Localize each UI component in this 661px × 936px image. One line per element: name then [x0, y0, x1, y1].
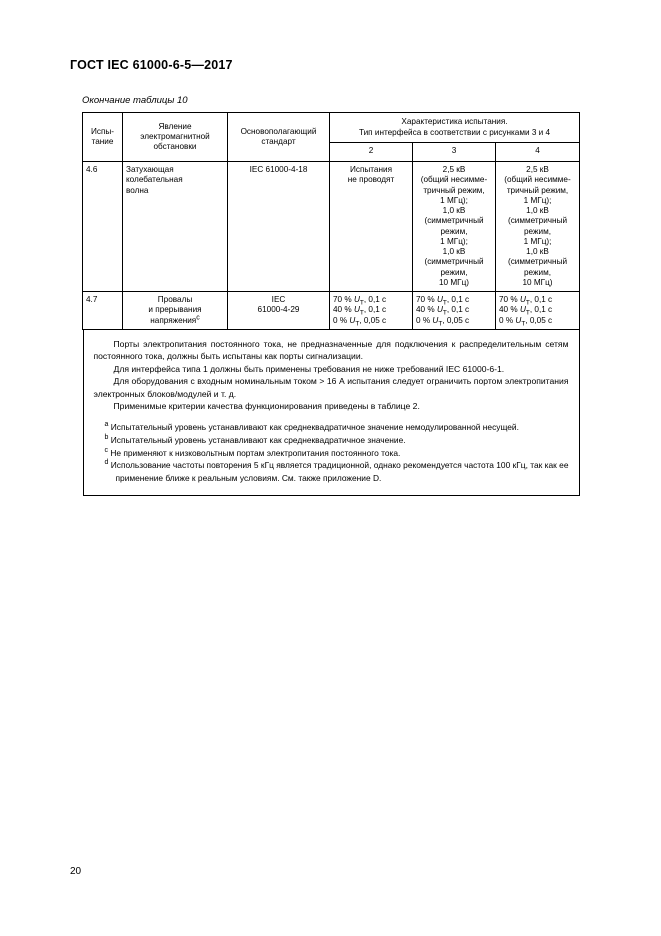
value-line: 40 % $U_T$, 0,1 с	[333, 305, 387, 317]
notes-block	[83, 330, 580, 496]
note-text: Применимые критерии качества функционирования приведены в таблице 2.	[113, 401, 420, 412]
footnote-marker: d	[104, 459, 109, 467]
footnote-text: Испытательный уровень устанавливают как среднеквадратичное значение немодулированной несущей.	[110, 422, 519, 433]
footnote-item	[94, 459, 569, 484]
standards-table	[82, 112, 580, 496]
header-cell-test: Испы- тание	[83, 113, 123, 162]
row-col3	[413, 292, 496, 330]
row-col2: Испытания не проводят	[330, 162, 413, 292]
header-subcol-2: 2	[330, 143, 413, 162]
header-subcol-4: 4	[496, 143, 580, 162]
note-text: Для оборудования с входным номинальным током > 16 А испытания следует ограничить портом электропитания электронных блоков/модулей и т. д.	[93, 376, 569, 399]
table-header-row	[83, 113, 580, 143]
page-number: 20	[70, 866, 82, 877]
value-line: 0 % $U_T$, 0,05 с	[333, 315, 387, 328]
value-line: 0 % $U_T$, 0,05 с	[416, 315, 470, 328]
row-col2	[330, 292, 413, 330]
footnote-item	[94, 434, 569, 447]
footnote-marker: a	[104, 421, 109, 429]
header-subcol-3: 3	[413, 143, 496, 162]
footnote-marker: c	[104, 446, 108, 454]
row-col3: 2,5 кВ (общий несимме- тричный режим, 1 МГц); 1,0 кВ (симметричный режим, 1 МГц); 1,0 кВ (симметричный режим, 10 МГц)	[413, 162, 496, 292]
header-cell-standard: Основополагающий стандарт	[228, 113, 330, 162]
value-line: 0 % $U_T$, 0,05 с	[499, 315, 553, 328]
value-line: 70 % $U_T$, 0,1 с	[416, 295, 470, 307]
footnotes-block	[94, 421, 569, 484]
table-caption: Окончание таблицы 10	[82, 95, 188, 106]
note-text: Для интерфейса типа 1 должны быть применены требования не ниже требований IEC 61000-6-1.	[113, 363, 505, 374]
value-line: 40 % $U_T$, 0,1 с	[499, 305, 553, 317]
table-row	[83, 162, 580, 292]
row-col4: 2,5 кВ (общий несимме- тричный режим, 1 МГц); 1,0 кВ (симметричный режим, 1 МГц); 1,0 кВ (симметричный режим, 10 МГц)	[496, 162, 580, 292]
value-line: 70 % $U_T$, 0,1 с	[333, 295, 387, 307]
row-phenomenon: Затухающая колебательная волна	[123, 162, 228, 292]
footnote-text: Испытательный уровень устанавливают как среднеквадратичное значение.	[110, 435, 406, 446]
row-standard: IEC 61000-4-29	[228, 292, 330, 330]
row-id: 4.6	[83, 162, 123, 292]
note-text: Порты электропитания постоянного тока, не предназначенные для подключения к распределительным сетям постоянного тока, должны быть испытаны как порты сигнализации.	[93, 338, 569, 362]
footnote-item	[94, 447, 569, 460]
footnote-text: Использование частоты повторения 5 кГц является традиционной, однако рекомендуется частота 100 кГц, так как ее применение ближе к реальным условиям. См. также приложение D.	[110, 460, 569, 483]
value-line: 70 % $U_T$, 0,1 с	[499, 295, 553, 307]
footnote-text: Не применяют к низковольтным портам электропитания постоянного тока.	[110, 447, 401, 458]
page-title: ГОСТ IEC 61000-6-5—2017	[70, 58, 233, 72]
row-col4	[496, 292, 580, 330]
footnote-marker: b	[104, 434, 109, 442]
row-standard: IEC 61000-4-18	[228, 162, 330, 292]
footnote-item	[94, 421, 569, 434]
header-cell-phenomenon: Явление электромагнитной обстановки	[123, 113, 228, 162]
table-row	[83, 292, 580, 330]
table-notes-row	[83, 329, 580, 495]
footnote-ref-c: c	[196, 313, 200, 321]
value-line: 40 % $U_T$, 0,1 с	[416, 305, 470, 317]
row-phenomenon: Провалы и прерывания напряжения$^c$	[123, 292, 228, 330]
row-id: 4.7	[83, 292, 123, 330]
header-cell-characteristics: Характеристика испытания. Тип интерфейса в соответствии с рисунками 3 и 4	[330, 113, 580, 143]
